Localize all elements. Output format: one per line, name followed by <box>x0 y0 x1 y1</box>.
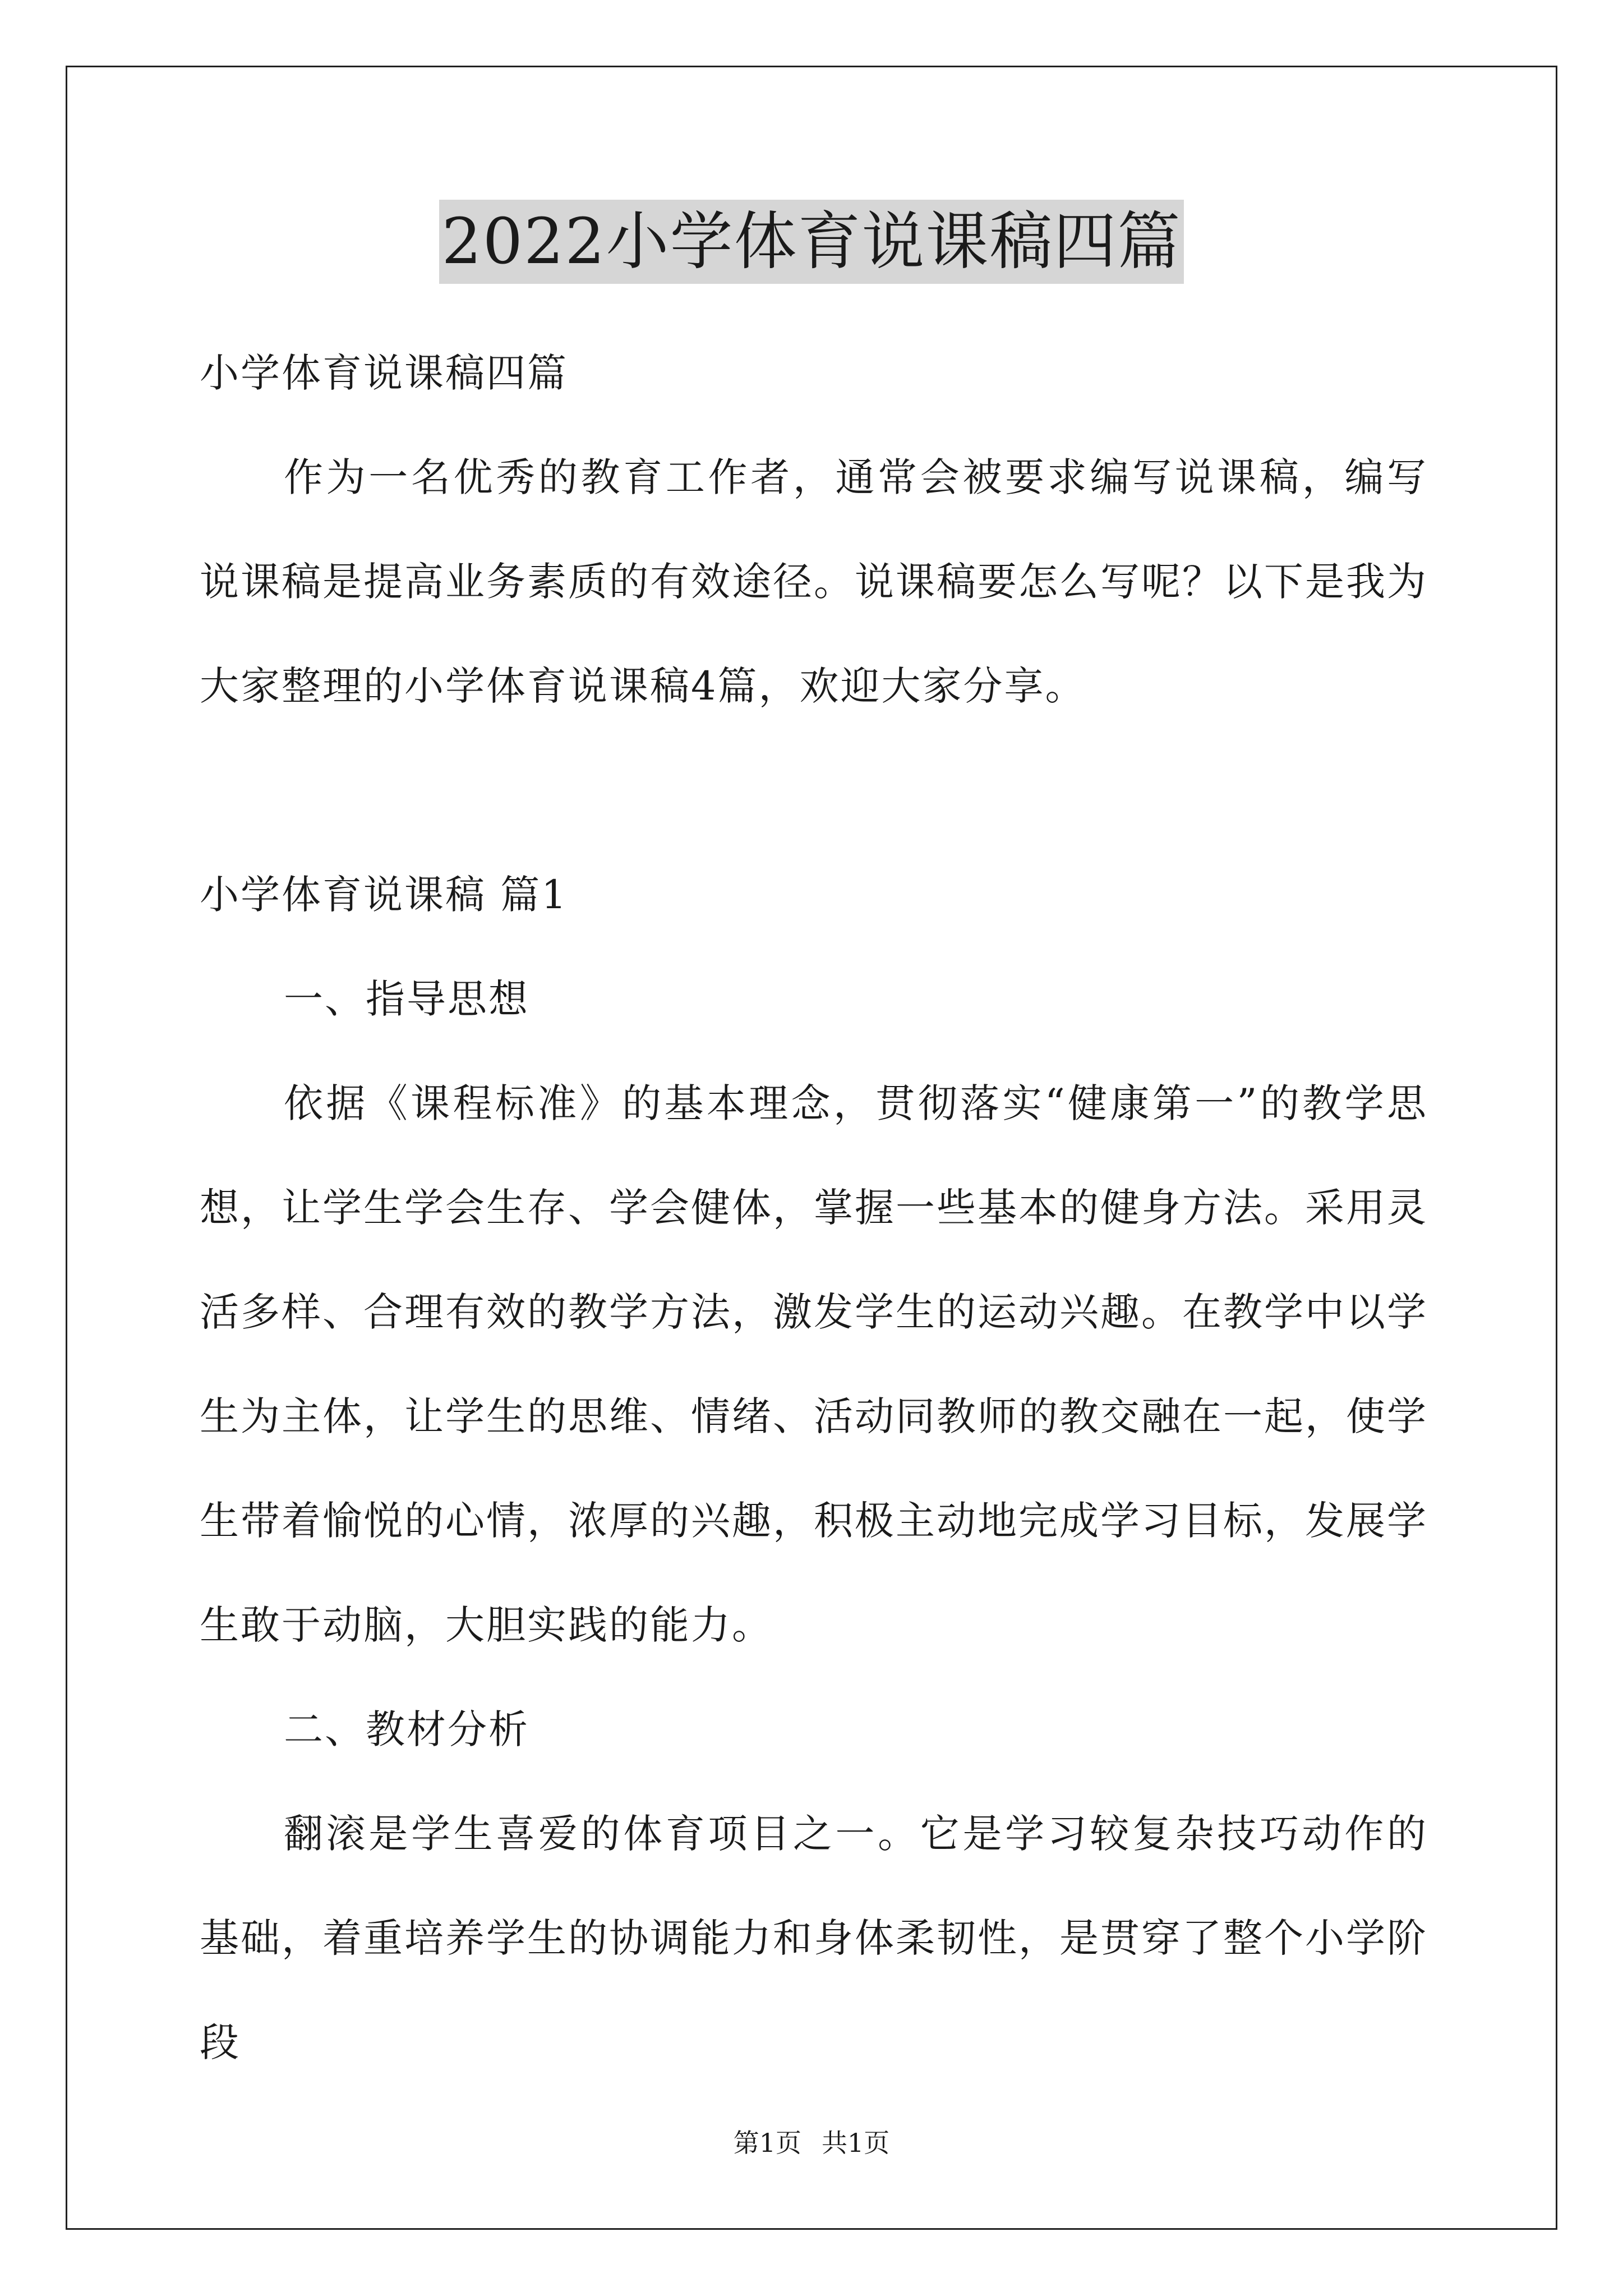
intro-paragraph: 作为一名优秀的教育工作者，通常会被要求编写说课稿，编写说课稿是提高业务素质的有效途径。说课稿要怎么写呢？以下是我为大家整理的小学体育说课稿4篇，欢迎大家分享。 <box>200 454 1428 709</box>
page-number: 第1页 <box>733 2128 801 2158</box>
title-container <box>0 200 1623 284</box>
document-body <box>200 321 1428 2095</box>
body-paragraph: 翻滚是学生喜爱的体育项目之一。它是学习较复杂技巧动作的基础，着重培养学生的协调能力和身体柔韧性，是贯穿了整个小学阶段 <box>200 1811 1428 2065</box>
subtitle-paragraph: 小学体育说课稿四篇 <box>200 350 568 396</box>
section-heading: 小学体育说课稿 篇1 <box>200 872 568 918</box>
body-paragraph: 依据《课程标准》的基本理念，贯彻落实“健康第一”的教学思想，让学生学会生存、学会健体，掌握一些基本的健身方法。采用灵活多样、合理有效的教学方法，激发学生的运动兴趣。在教学中以学生为主体，让学生的思维、情绪、活动同教师的教交融在一起，使学生带着愉悦的心情，浓厚的兴趣，积极主动地完成学习目标，发展学生敢于动脑，大胆实践的能力。 <box>200 1080 1428 1648</box>
page-total: 共1页 <box>822 2128 890 2158</box>
subheading-material-analysis: 二、教材分析 <box>284 1706 529 1752</box>
document-title: 2022小学体育说课稿四篇 <box>439 200 1183 284</box>
page-footer <box>0 2126 1623 2160</box>
subheading-guiding-ideology: 一、指导思想 <box>284 976 529 1022</box>
